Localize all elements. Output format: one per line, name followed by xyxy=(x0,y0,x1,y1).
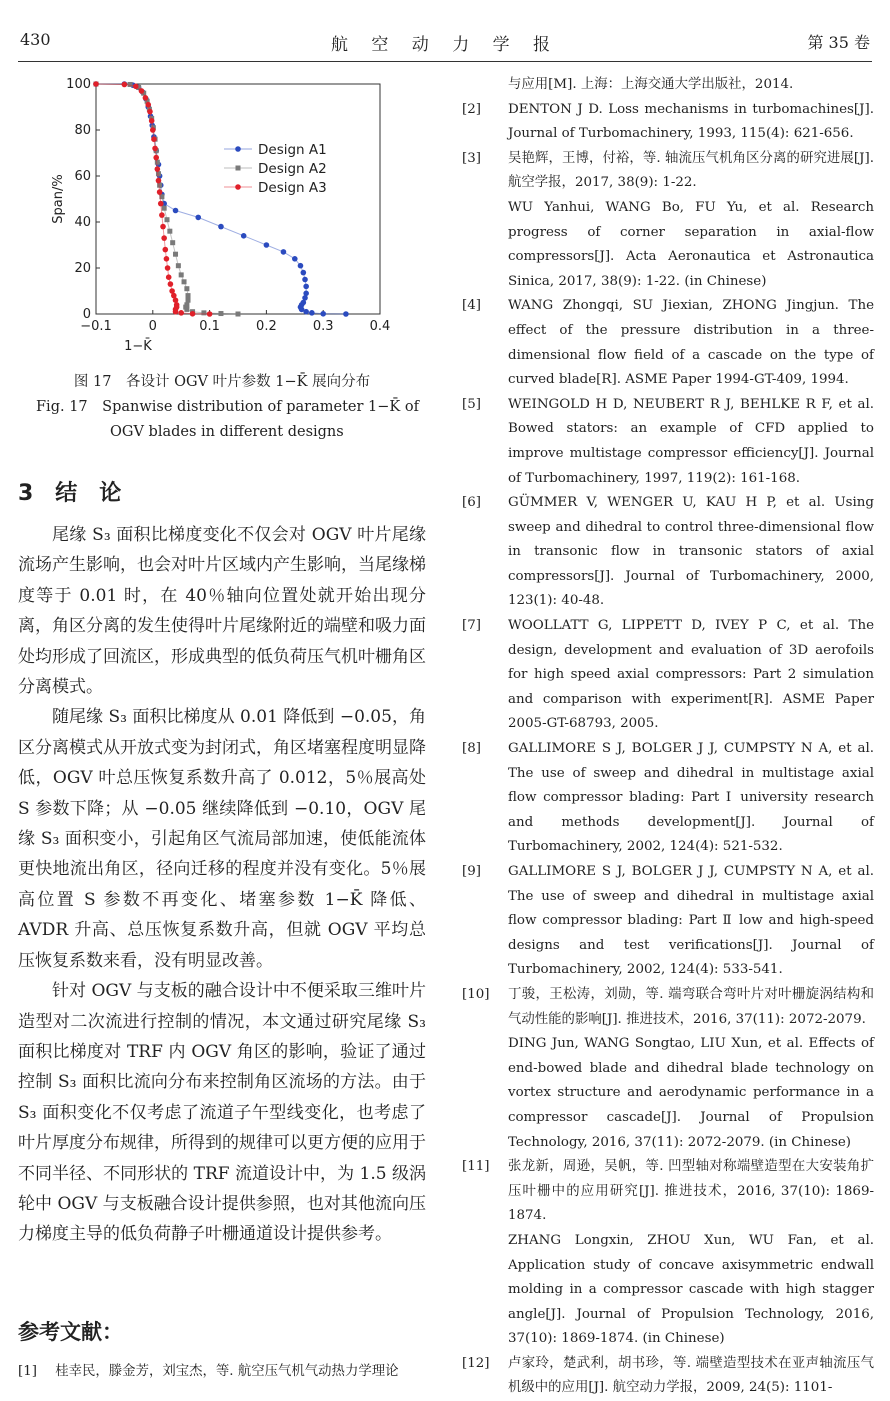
data-point xyxy=(143,95,149,101)
reference-text-primary: 张龙新，周逊，吴帆，等. 凹型轴对称端壁造型在大安装角扩压叶栅中的应用研究[J]. 推进技术，2016, 37(10): 1869-1874. xyxy=(508,1159,874,1224)
data-point xyxy=(320,311,326,317)
figure-17-chart xyxy=(18,66,398,366)
y-tick-label: 80 xyxy=(74,123,91,138)
data-point xyxy=(218,224,224,230)
reference-text-translation: DING Jun, WANG Songtao, LIU Xun, et al. Effects of end-bowed blade and dihedral blade technology on vortex structure and aerodynamic performance in a compressor cascade[J]. Journal of Propulsion Technology, 2016, 37(11): 2072-2079. (in Chinese) xyxy=(508,1036,874,1150)
reference-text xyxy=(508,294,874,392)
data-point xyxy=(160,224,166,230)
data-point xyxy=(236,312,241,317)
reference-text-primary: 丁骏，王松涛，刘勋，等. 端弯联合弯叶片对叶栅旋涡结构和气动性能的影响[J]. 推进技术，2016, 37(11): 2072-2079. xyxy=(508,986,874,1027)
y-axis-label: Span/% xyxy=(51,174,66,224)
reference-item xyxy=(18,1360,428,1385)
data-point xyxy=(153,155,159,161)
data-point xyxy=(149,118,155,124)
data-point xyxy=(281,249,287,255)
reference-text xyxy=(508,983,874,1155)
reference-text xyxy=(508,860,874,983)
data-point xyxy=(173,252,178,257)
references-list xyxy=(462,73,874,1401)
x-tick-label: 0.1 xyxy=(199,319,220,334)
legend-marker xyxy=(235,146,241,152)
references-title: 参考文献： xyxy=(18,1320,123,1344)
reference-item xyxy=(462,1155,874,1352)
x-tick-label: 0.3 xyxy=(312,319,334,334)
data-point xyxy=(166,274,172,280)
data-point xyxy=(182,279,187,284)
reference-text xyxy=(508,614,874,737)
reference-text-primary: 卢家玲，楚武利，胡书珍，等. 端壁造型技术在亚声轴流压气机级中的应用[J]. 航空动力学报，2009, 24(5): 1101- xyxy=(508,1355,874,1396)
reference-item xyxy=(462,98,874,147)
x-axis-label: 1−K̄ xyxy=(124,339,152,354)
paragraph: 随尾缘 S₃ 面积比梯度从 0.01 降低到 −0.05，角区分离模式从开放式变为封闭式，角区堵塞程度明显降低，OGV 叶总压恢复系数升高了 0.012，5％展高处 S 参数下降；从 −0.05 继续降低到 −0.10，OGV 尾缘 S₃ 面积变小，引起角区气流局部加速，使低能流体更快地流出角区，径向迁移的程度并没有变化。5％展高位置 S 参数不再变化、堵塞参数 1−K̄ 降低、AVDR 升高、总压恢复系数升高，但就 OGV 平均总压恢复系数来看，没有明显改善。 xyxy=(18,707,426,971)
reference-number: [10] xyxy=(462,986,490,1002)
data-point xyxy=(190,311,196,317)
paragraph: 尾缘 S₃ 面积比梯度变化不仅会对 OGV 叶片尾缘流场产生影响，也会对叶片区域内产生影响，当尾缘梯度等于 0.01 时，在 40％轴向位置处就开始出现分离，角区分离的发生使得叶片尾缘附近的端壁和吸力面处均形成了回流区，形成典型的低负荷压气机叶栅角区分离模式。 xyxy=(18,525,426,698)
reference-number: [3] xyxy=(462,150,481,166)
reference-number: [7] xyxy=(462,618,481,634)
reference-text-primary: WOOLLATT G, LIPPETT D, IVEY P C, et al. The design, development and evaluation of 3D aerofoils for high speed axial compressors: Part 2 simulation and comparison with experiment[R]. ASME Paper 2005-GT-68793, 2005. xyxy=(508,618,874,732)
data-point xyxy=(167,229,172,234)
reference-text-primary: GALLIMORE S J, BOLGER J J, CUMPSTY N A, et al. The use of sweep and dihedral in multistage axial flow compressor blading: Part Ⅱ low and high-speed designs and test verifications[J]. Journal of Turbomachinery, 2002, 124(4): 533-541. xyxy=(508,864,874,978)
data-point xyxy=(155,160,160,165)
caption-en-1: Fig. 17 Spanwise distribution of parameter 1−K̄ of xyxy=(36,399,419,415)
reference-number: [5] xyxy=(462,396,481,412)
data-point xyxy=(93,81,99,87)
body-text xyxy=(18,520,426,1250)
reference-text: 桂幸民，滕金芳，刘宝杰，等. 航空压气机气动热力学理论 xyxy=(55,1364,399,1379)
data-point xyxy=(301,270,307,276)
data-point xyxy=(156,178,162,184)
data-point xyxy=(152,146,158,152)
data-point xyxy=(264,242,270,248)
reference-text-translation: ZHANG Longxin, ZHOU Xun, WU Fan, et al. Application study of concave axisymmetric endwall molding in a compressor cascade with high stagger angle[J]. Journal of Propulsion Technology, 2016, 37(10): 1869-1874. (in Chinese) xyxy=(508,1232,874,1347)
reference-item xyxy=(462,983,874,1155)
reference-text xyxy=(508,147,874,295)
reference-item xyxy=(462,294,874,392)
header-rule xyxy=(18,61,872,62)
data-point xyxy=(162,247,168,253)
x-tick-label: −0.1 xyxy=(80,319,112,334)
data-point xyxy=(133,84,139,90)
data-point xyxy=(158,201,164,207)
reference-text xyxy=(508,1352,874,1401)
data-point xyxy=(151,136,157,142)
reference-number: [4] xyxy=(462,298,481,314)
x-tick-label: 0 xyxy=(148,319,157,334)
plot-frame xyxy=(96,84,380,314)
data-point xyxy=(186,293,191,298)
data-point xyxy=(309,310,315,316)
reference-item xyxy=(462,860,874,983)
data-point xyxy=(165,265,171,271)
data-point xyxy=(147,109,153,115)
reference-text xyxy=(508,393,874,491)
reference-item xyxy=(462,147,874,295)
reference-number: [12] xyxy=(462,1355,490,1371)
caption-zh: 图 17 各设计 OGV 叶片参数 1−K̄ 展向分布 xyxy=(73,374,371,390)
y-tick-label: 20 xyxy=(74,261,91,276)
page-number: 430 xyxy=(20,30,51,49)
data-point xyxy=(178,310,184,316)
data-point xyxy=(184,286,189,291)
reference-number: [6] xyxy=(462,495,481,511)
reference-number: [11] xyxy=(462,1159,490,1175)
data-point xyxy=(164,256,170,262)
reference-item xyxy=(462,393,874,491)
legend-marker xyxy=(235,184,241,190)
data-point xyxy=(122,82,128,88)
data-point xyxy=(165,217,170,222)
reference-number: [8] xyxy=(462,741,481,757)
y-tick-label: 40 xyxy=(74,215,91,230)
caption-en-2: OGV blades in different designs xyxy=(110,424,344,440)
reference-number: [9] xyxy=(462,864,481,879)
data-point xyxy=(302,277,308,283)
data-point xyxy=(179,272,184,277)
reference-text xyxy=(508,98,874,147)
data-point xyxy=(218,311,223,316)
reference-item xyxy=(462,1352,874,1401)
data-point xyxy=(156,171,161,176)
data-point xyxy=(186,298,191,303)
legend-label: Design A1 xyxy=(258,142,327,158)
data-point xyxy=(184,307,189,312)
journal-title: 航 空 动 力 学 报 xyxy=(330,35,560,55)
reference-text-primary: 吴艳辉，王博，付裕，等. 轴流压气机角区分离的研究进展[J]. 航空学报，2017, 38(9): 1-22. xyxy=(508,150,874,191)
data-point xyxy=(150,127,156,133)
reference-text-primary: WEINGOLD H D, NEUBERT R J, BEHLKE R F, et al. Bowed stators: an example of CFD applied to improve multistage compressor efficiency[J]. Journal of Turbomachinery, 1997, 119(2): 161-168. xyxy=(508,396,874,486)
data-point xyxy=(155,166,161,172)
data-point xyxy=(157,189,163,195)
data-point xyxy=(145,102,151,108)
data-point xyxy=(292,256,298,262)
reference-text-primary: GÜMMER V, WENGER U, KAU H P, et al. Using sweep and dihedral to control three-dimensional flow in transonic flow in transonic stators of axial compressors[J]. Journal of Turbomachinery, 2000, 123(1): 40-48. xyxy=(508,495,874,609)
figure-caption xyxy=(18,370,426,445)
legend-marker xyxy=(236,166,241,171)
y-tick-label: 100 xyxy=(66,77,91,92)
data-point xyxy=(139,88,145,94)
data-point xyxy=(176,263,181,268)
data-point xyxy=(157,183,162,188)
data-point xyxy=(201,310,206,315)
data-point xyxy=(128,82,133,87)
data-point xyxy=(207,311,213,317)
legend-label: Design A3 xyxy=(258,180,327,196)
legend-label: Design A2 xyxy=(258,161,327,177)
data-point xyxy=(298,263,304,269)
data-point xyxy=(173,309,179,315)
reference-item xyxy=(462,491,874,614)
data-point xyxy=(161,235,167,241)
reference-number: [1] xyxy=(18,1364,37,1379)
data-point xyxy=(303,284,309,290)
reference-text-primary: WANG Zhongqi, SU Jiexian, ZHONG Jingjun. The effect of the pressure distribution in a three-dimensional flow field of a cascade on the type of curved blade[R]. ASME Paper 1994-GT-409, 1994. xyxy=(508,298,874,388)
reference-text-primary: DENTON J D. Loss mechanisms in turbomachines[J]. Journal of Turbomachinery, 1993, 115(4): 621-656. xyxy=(508,101,874,142)
data-point xyxy=(195,215,201,221)
reference-continuation: 与应用[M]. 上海：上海交通大学出版社，2014. xyxy=(508,77,794,92)
data-point xyxy=(162,206,167,211)
data-point xyxy=(168,281,174,287)
reference-item xyxy=(462,737,874,860)
data-point xyxy=(241,233,247,239)
y-tick-label: 0 xyxy=(82,307,91,322)
reference-number: [2] xyxy=(462,101,481,117)
page-header xyxy=(0,0,890,62)
section-title: 3 结 论 xyxy=(18,481,122,506)
data-point xyxy=(303,309,309,315)
x-tick-label: 0.2 xyxy=(256,319,277,334)
reference-text xyxy=(508,737,874,860)
data-point xyxy=(170,240,175,245)
reference-text-primary: GALLIMORE S J, BOLGER J J, CUMPSTY N A, et al. The use of sweep and dihedral in multistage axial flow compressor blading: Part Ⅰ university research and methods development[J]. Journal of Turbomachinery, 2002, 124(4): 521-532. xyxy=(508,741,874,855)
data-point xyxy=(159,212,165,218)
data-point xyxy=(173,208,179,214)
reference-text-translation: WU Yanhui, WANG Bo, FU Yu, et al. Research progress of corner separation in axial-flow compressors[J]. Acta Aeronautica et Astronautica Sinica, 2017, 38(9): 1-22. (in Chinese) xyxy=(508,199,874,289)
volume-label: 第 35 卷 xyxy=(807,33,870,52)
paragraph: 针对 OGV 与支板的融合设计中不便采取三维叶片造型对二次流进行控制的情况，本文通过研究尾缘 S₃ 面积比梯度对 TRF 内 OGV 角区的影响，验证了通过控制 S₃ 面积比流向分布来控制角区流场的方法。由于 S₃ 面积变化不仅考虑了流道子午型线变化，也考虑了叶片厚度分布规律，所得到的规律可以更方便的应用于不同半径、不同形状的 TRF 流道设计中，为 1.5 级涡轮中 OGV 与支板融合设计提供参照，也对其他流向压力梯度主导的低负荷静子叶栅通道设计提供参考。 xyxy=(18,981,426,1245)
reference-text xyxy=(508,491,874,614)
x-tick-label: 0.4 xyxy=(369,319,391,334)
data-point xyxy=(343,311,349,317)
y-tick-label: 60 xyxy=(74,169,91,184)
reference-text xyxy=(508,1155,874,1352)
reference-item xyxy=(462,614,874,737)
